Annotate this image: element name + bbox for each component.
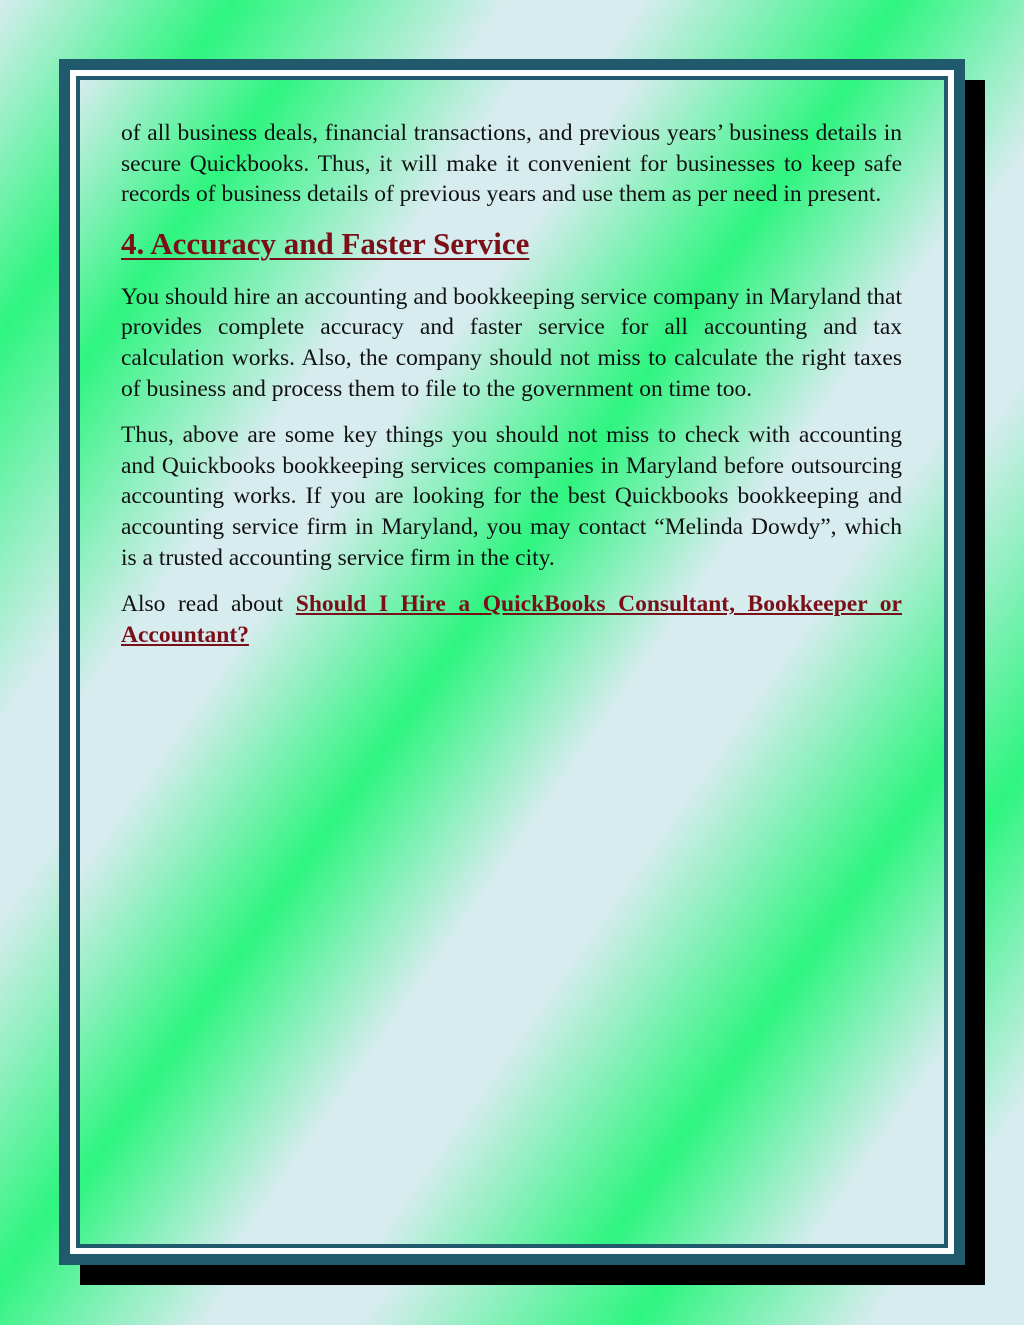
also-read-paragraph	[121, 589, 902, 650]
section-heading-accuracy: 4. Accuracy and Faster Service	[121, 225, 530, 261]
also-read-prefix: Also read about	[121, 591, 296, 618]
also-read-link[interactable]: Should I Hire a QuickBooks Consultant, Bookkeeper or Accountant?	[121, 591, 902, 648]
page-border-frame	[59, 59, 965, 1265]
intro-paragraph: of all business deals, financial transactions, and previous years’ business details in secure Quickbooks. Thus, it will make it convenient for businesses to keep safe records of business details of previous years and use them as per need in present.	[121, 120, 902, 208]
accuracy-paragraph: You should hire an accounting and bookkeeping service company in Maryland that provides complete accuracy and faster service for all accounting and tax calculation works. Also, the company should not miss to calculate the right taxes of business and process them to file to the government on time too.	[121, 283, 902, 402]
conclusion-paragraph: Thus, above are some key things you should not miss to check with accounting and Quickbooks bookkeeping services companies in Maryland before outsourcing accounting works. If you are looking for the best Quickbooks bookkeeping and accounting service firm in Maryland, you may contact “Melinda Dowdy”, which is a trusted accounting service firm in the city.	[121, 422, 902, 571]
page-content	[80, 80, 944, 1244]
text-column	[121, 118, 902, 666]
